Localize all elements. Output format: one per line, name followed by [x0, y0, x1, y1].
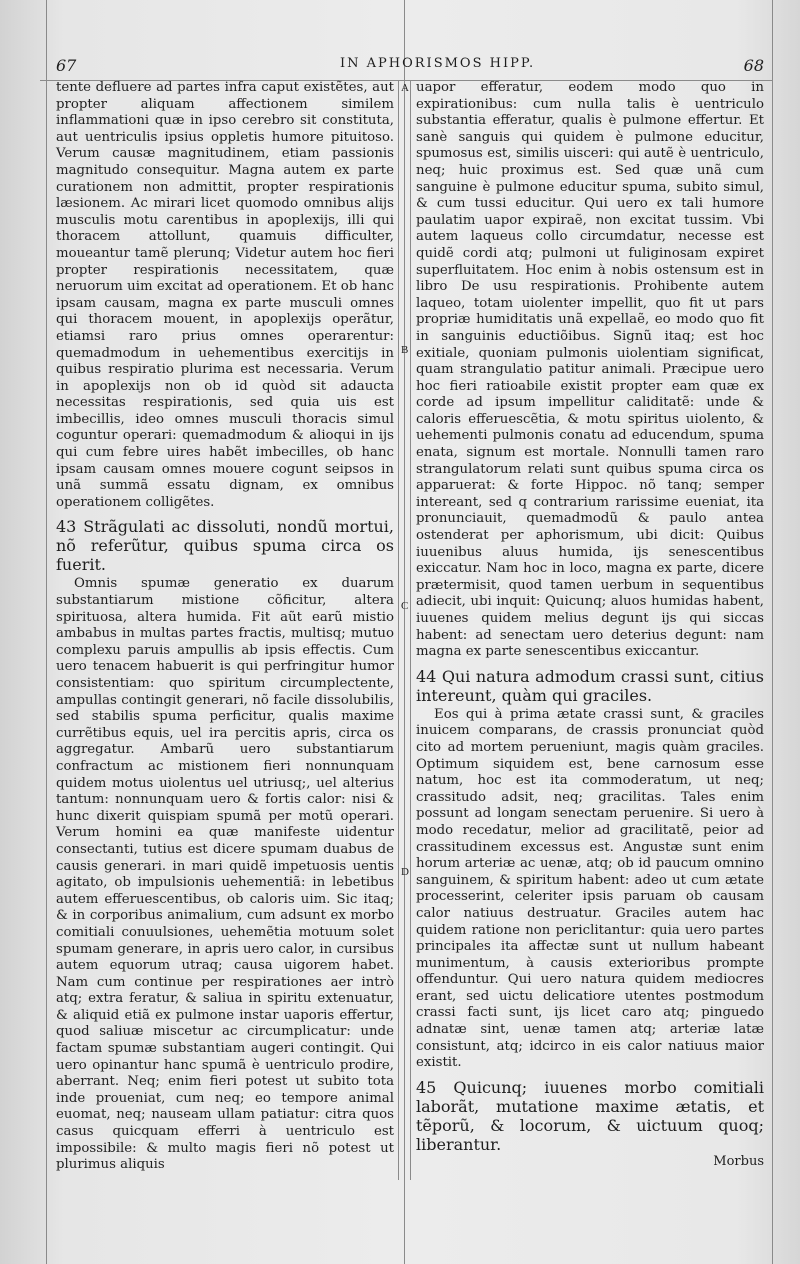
- aphorism-43: 43 Strãgulati ac dissoluti, nondũ mortui, nõ referũtur, quibus spuma circa os fuerit.: [56, 517, 394, 575]
- gutter-rule-2: [410, 80, 411, 1180]
- left-paragraph-1: tente defluere ad partes infra caput existẽtes, aut propter aliquam affectionem similem inflammationi quæ in ipso cerebro sit constituta, aut uentriculis ipsius oppletis humore pituitoso. Verum causæ magnitudinem, etiam passionis magnitudo consequitur. Magna autem ex parte curationem non admittit, propter respirationis læsionem. Ac mirari licet quomodo omnibus alijs musculis motu carentibus in apoplexijs, illi qui thoracem attollunt, quamuis difficulter, moueantur tamẽ plerunq; Videtur autem hoc fieri propter respirationis necessitatem, quæ neruorum uim excitat ad operationem. Et ob hanc ipsam causam, magna ex parte musculi omnes qui thoracem mouent, in apoplexijs operãtur, etiamsi raro prius omnes operarentur: quemadmodum in uehementibus exercitijs in quibus respiratio plurima est necessaria. Verum in apoplexijs non ob id quòd sit adaucta necessitas respirationis, sed quia uis est imbecillis, ideo omnes musculi thoracis simul coguntur operari: quemadmodum & alioqui in ijs qui cum febre uires habẽt imbecilles, ob hanc ipsam causam omnes mouere cogunt seipsos in unã summã essatu dignam, ex omnibus operationem colligẽtes.: [56, 80, 394, 510]
- left-page-number: 67: [56, 56, 77, 75]
- left-paragraph-2: Omnis spumæ generatio ex duarum substantiarum mistione cõficitur, altera spirituosa, altera humida. Fit aũt earũ mistio ambabus in multas partes fractis, multisq; mutuo complexu paruis ampullis ab ipsis effectis. Cum uero tenacem habuerit is qui perfringitur humor consistentiam: quo spiritum circumplectente, ampullas contingit generari, nõ facile dissolubilis, sed stabilis spuma perficitur, qualis maxime currẽtibus equis, uel ira percitis apris, circa os aggregatur. Ambarũ uero substantiarum confractum ac mistionem fieri nonnunquam quidem motus uiolentus uel utriusq;, uel alterius tantum: nonnunquam uero & fortis calor: nisi & hunc dixerit quispiam spumã per motũ operari. Verum homini ea quæ manifeste uidentur consectanti, tutius est dicere spumam duabus de causis generari. in mari quidẽ impetuosis uentis agitato, ob impulsionis uehementiã: in lebetibus autem efferuescentibus, ob caloris uim. Sic itaq; & in corporibus animalium, cum adsunt ex morbo comitiali conuulsiones, uehemẽtia motuum solet spumam generare, in apris uero calor, in cursibus autem equorum utraq; causa uigorem habet. Nam cum continue per respirationes aer intrò atq; extra feratur, & saliua in spiritu extenuatur, & aliquid etiã ex pulmone instar uaporis effertur, quod saliuæ miscetur ac circumplicatur: unde factam spumæ substantiam augeri contingit. Qui uero opinantur hanc spumã è uentriculo prodire, aberrant. Neq; enim fieri potest ut subito tota inde proueniat, cum neq; eo tempore animal euomat, neq; nauseam ullam patiatur: citra quos casus quicquam efferri à uentriculo est impossibile: & multo magis fieri nõ potest ut plurimus aliquis: [56, 576, 394, 1173]
- left-column: [56, 80, 394, 1173]
- running-title: IN APHORISMOS HIPP.: [340, 56, 536, 71]
- left-rule: [46, 0, 47, 1264]
- right-paragraph-2: Eos qui à prima ætate crassi sunt, & graciles inuicem comparans, de crassis pronunciat quòd cito ad mortem perueniunt, magis quàm graciles. Optimum siquidem est, bene carnosum esse natum, hoc est ita commoderatum, ut neq; crassitudo adsit, neq; gracilitas. Tales enim possunt ad longam senectam peruenire. Si uero à modo recedatur, melior ad gracilitatẽ, peior ad crassitudinem excessus est. Angustæ sunt enim horum arteriæ ac uenæ, atq; ob id paucum omnino sanguinem, & spiritum habent: adeo ut cum ætate processerint, celeriter ipsis paruam ob causam calor natiuus destruatur. Graciles autem hac quidem ratione non periclitantur: quia uero partes principales ita affectæ sunt ut nullum habeant munimentum, à causis exterioribus prompte offenduntur. Qui uero natura quidem mediocres erant, sed uictu delicatiore utentes postmodum crassi facti sunt, ijs licet caro atq; pinguedo adnatæ sint, uenæ tamen atq; arteriæ latæ consistunt, atq; idcirco in eis calor natiuus maior existit.: [416, 706, 764, 1071]
- margin-letter-d: D: [401, 866, 409, 878]
- right-rule: [772, 0, 773, 1264]
- gutter-rule: [398, 80, 399, 1180]
- right-paragraph-1: uapor efferatur, eodem modo quo in expirationibus: cum nulla talis è uentriculo substantia efferatur, qualis è pulmone effertur. Et sanè sanguis qui quidem è pulmone educitur, spumosus est, similis uisceri: qui autẽ è uentriculo, neq; huic proximus est. Sed quæ unã cum sanguine è pulmone educitur spuma, subito simul, & cum tussi educitur. Qui uero ex tali humore paulatim uapor expiraẽ, non excitat tussim. Vbi autem laqueus collo circumdatur, necesse est quidẽ cordi atq; pulmoni ut fuliginosam expiret superfluitatem. Hoc enim à nobis ostensum est in libro De usu respirationis. Prohibente autem laqueo, totam uiolenter impellit, quo fit ut pars propriæ humiditatis unã expellaẽ, eo modo quo fit in sanguinis eductiõibus. Signũ itaq; est hoc exitiale, quoniam pulmonis uiolentiam significat, quam strangulatio patitur animali. Præcipue uero hoc fieri ratioabile existit propter eam quæ ex corde ad ipsum impellitur caliditatẽ: unde & caloris efferuescẽtia, & motu spiritus uiolento, & uehementi pulmonis conatu ad educendum, spuma enata, signum est mortale. Nonnulli tamen raro strangulatorum relati sunt quibus spuma circa os apparuerat: & forte Hippoc. nõ tanq; semper intereant, sed q contrarium rarissime eueniat, ita pronunciauit, quemadmodũ & paulo antea ostenderat per aphorismum, ubi dicit: Quibus iuuenibus aluus humida, ijs senescentibus exiccatur. Nam hoc in loco, magna ex parte, dicere prætermisit, quod tamen uerbum in sequentibus adiecit, ubi inquit: Quicunq; aluos humidas habent, iuuenes quidem melius degunt ijs qui siccas habent: ad senectam uero deterius degunt: nam magna ex parte senescentibus exiccantur.: [416, 80, 764, 660]
- margin-letter-c: C: [401, 600, 409, 612]
- running-header: [40, 56, 770, 80]
- aphorism-44: 44 Qui natura admodum crassi sunt, citius intereunt, quàm qui graciles.: [416, 666, 764, 705]
- margin-letter-a: A: [401, 82, 409, 94]
- center-rule: [404, 0, 405, 1264]
- catchword: Morbus: [713, 1154, 764, 1169]
- aphorism-45: 45 Quicunq; iuuenes morbo comitiali laborãt, mutatione maxime ætatis, et tẽporũ, & locorum, & uictuum quoq; liberantur.: [416, 1077, 764, 1154]
- right-column: [416, 80, 764, 1152]
- margin-letter-b: B: [401, 344, 409, 356]
- right-page-number: 68: [743, 56, 764, 75]
